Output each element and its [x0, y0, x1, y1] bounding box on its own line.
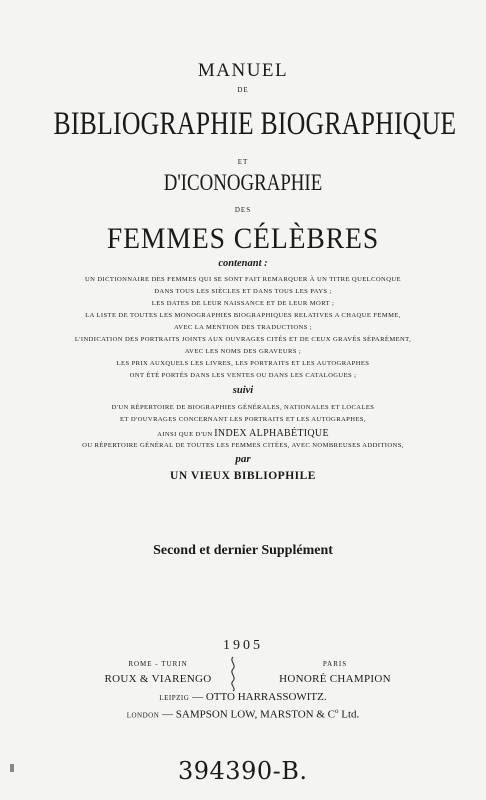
contents-line: UN DICTIONNAIRE DES FEMMES QUI SE SONT FAIT REMARQUER À UN TITRE QUELCONQUE [85, 276, 401, 283]
contents-line: DANS TOUS LES SIÈCLES ET DANS TOUS LES PAYS ; [154, 288, 332, 295]
contents-line: L'INDICATION DES PORTRAITS JOINTS AUX OUVRAGES CITÉS ET DE CEUX GRAVÉS SÉPARÉMENT, [74, 336, 412, 343]
suivi-line: D'UN RÉPERTOIRE DE BIOGRAPHIES GÉNÉRALES, NATIONALES ET LOCALES [111, 404, 375, 411]
publisher-paris [250, 660, 420, 685]
title-et: ET [237, 158, 249, 166]
publisher-london [0, 707, 486, 721]
contents-line: LES DATES DE LEUR NAISSANCE ET DE LEUR MORT ; [151, 300, 335, 307]
title-iconographie: D'ICONOGRAPHIE [163, 170, 323, 195]
leipzig-city: LEIPZIG [159, 694, 190, 702]
london-publisher: — SAMPSON LOW, MARSTON & C [162, 708, 335, 721]
par-label: par [235, 453, 251, 465]
leipzig-publisher: — OTTO HARRASSOWITZ. [192, 691, 327, 703]
contents-line: AVEC LA MENTION DES TRADUCTIONS ; [173, 324, 313, 331]
title-manuel: MANUEL [197, 60, 289, 81]
suivi-line: ET D'OUVRAGES CONCERNANT LES PORTRAITS ET LES AUTOGRAPHES, [120, 416, 366, 423]
publication-year: 1905 [223, 638, 263, 653]
publisher-leipzig [0, 691, 486, 703]
title-de: DE [237, 86, 249, 94]
author-name: UN VIEUX BIBLIOPHILE [170, 470, 316, 482]
publisher-city: ROME - TURIN [128, 660, 188, 668]
london-city: LONDON [126, 711, 160, 720]
library-stamp: 394390-B. [178, 757, 308, 785]
brace-ornament-icon [226, 656, 240, 692]
title-des: DES [234, 206, 252, 214]
ainsi-que-text: AINSI QUE D'UN [157, 431, 213, 438]
publisher-rome-turin [98, 660, 218, 685]
suivi-label: suivi [232, 385, 254, 396]
contents-line: AVEC LES NOMS DES GRAVEURS ; [184, 348, 302, 355]
contents-line: LES PRIX AUXQUELS LES LIVRES, LES PORTRAITS ET LES AUTOGRAPHES [116, 360, 370, 367]
index-alphabetique: INDEX ALPHABÉTIQUE [214, 428, 329, 439]
main-title: BIBLIOGRAPHIE BIOGRAPHIQUE [53, 106, 457, 142]
margin-mark [10, 764, 14, 772]
london-suffix: Ltd. [338, 708, 360, 721]
contents-line: ONT ÉTÉ PORTÉS DANS LES VENTES OU DANS LES CATALOGUES ; [129, 372, 357, 379]
publisher-name: ROUX & VIARENGO [104, 673, 212, 685]
contents-line: LA LISTE DE TOUTES LES MONOGRAPHIES BIOGRAPHIQUES RELATIVES A CHAQUE FEMME, [85, 312, 401, 319]
title-femmes-celebres: FEMMES CÉLÈBRES [106, 222, 380, 255]
london-sup: o [335, 707, 339, 715]
suivi-line-index [0, 428, 486, 439]
publisher-city: PARIS [322, 660, 348, 668]
supplement-title: Second et dernier Supplément [153, 543, 333, 558]
suivi-line: OU RÉPERTOIRE GÉNÉRAL DE TOUTES LES FEMMES CITÉES, AVEC NOMBREUSES ADDITIONS, [82, 442, 404, 449]
contenant-label: contenant : [218, 258, 268, 269]
publisher-name: HONORÉ CHAMPION [279, 673, 391, 685]
